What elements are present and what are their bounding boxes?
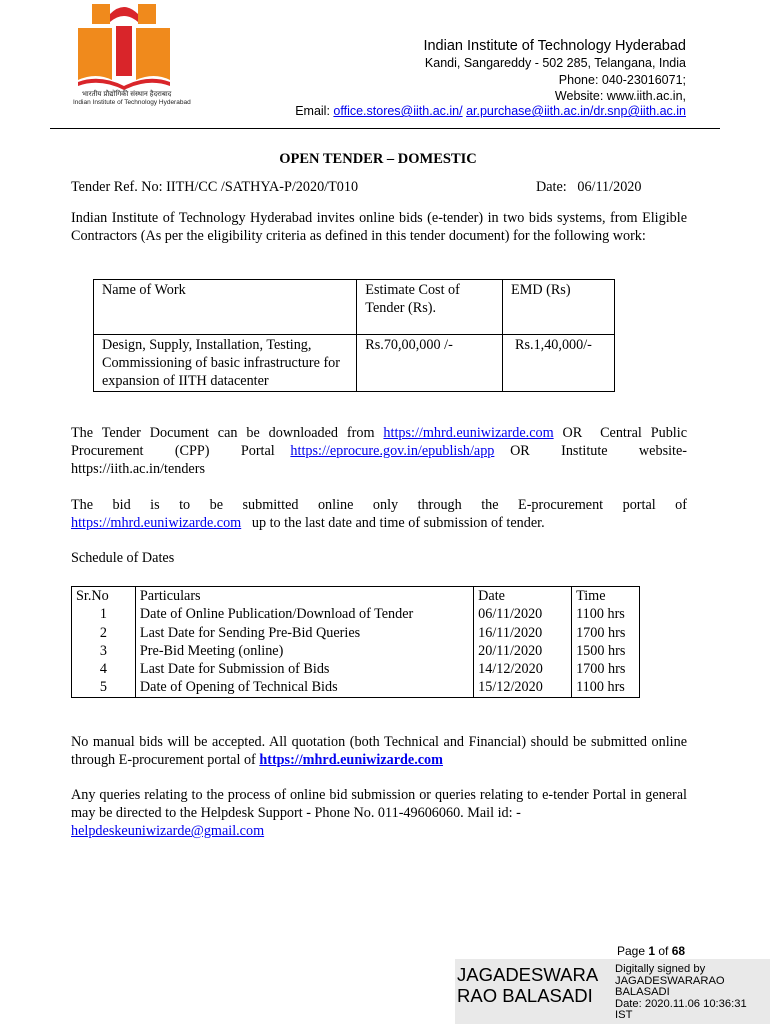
schedule-particular: Date of Opening of Technical Bids: [135, 678, 473, 697]
page-total: 68: [671, 944, 686, 958]
download-text-4: https://iith.ac.in/tenders: [71, 461, 205, 477]
download-line-1: [71, 424, 691, 460]
email-link-purchase[interactable]: ar.purchase@iith.ac.in/dr.snp@iith.ac.in: [466, 104, 686, 118]
iith-logo: [70, 0, 191, 110]
signature-name-line-1: JAGADESWARA: [457, 964, 599, 985]
signature-signer-1: JAGADESWARARAO: [615, 974, 725, 987]
schedule-srno: 4: [72, 660, 136, 678]
table-row: [72, 660, 640, 678]
table-row: [72, 624, 640, 642]
schedule-header-date: Date: [474, 587, 572, 606]
digital-signature: [455, 959, 770, 1024]
work-table: [93, 279, 615, 392]
schedule-date: 20/11/2020: [474, 642, 572, 660]
work-header-name: Name of Work: [94, 280, 357, 335]
signature-tz: IST: [615, 1009, 633, 1021]
page-of: of: [655, 944, 672, 958]
schedule-particular: Last Date for Sending Pre-Bid Queries: [135, 624, 473, 642]
work-emd-cell: Rs.1,40,000/-: [503, 335, 615, 392]
schedule-srno: 5: [72, 678, 136, 697]
header-divider: [50, 128, 720, 129]
logo-hindi-text: भारतीय प्रौद्योगिकी संस्थान हैदराबाद: [82, 91, 172, 98]
signature-details: [615, 964, 747, 1022]
schedule-time: 1100 hrs: [572, 605, 640, 623]
page-current: 1: [648, 944, 656, 958]
schedule-particular: Pre-Bid Meeting (online): [135, 642, 473, 660]
schedule-particular: Last Date for Submission of Bids: [135, 660, 473, 678]
manual-bids-text: No manual bids will be accepted. All quotation (both Technical and Financial) should be submitted online through E-procurement portal of: [71, 734, 687, 768]
signature-date: Date: 2020.11.06 10:36:31: [615, 997, 747, 1010]
schedule-header-srno: Sr.No: [72, 587, 136, 606]
work-header-emd: EMD (Rs): [503, 280, 615, 335]
schedule-srno: 2: [72, 624, 136, 642]
schedule-date: 06/11/2020: [474, 605, 572, 623]
schedule-header-row: [72, 587, 640, 606]
manual-bids-link[interactable]: https://mhrd.euniwizarde.com: [259, 752, 443, 768]
work-header-cost: Estimate Cost of Tender (Rs).: [357, 280, 503, 335]
table-row: [72, 678, 640, 697]
iith-logo-icon: [70, 0, 180, 90]
helpdesk-email-link[interactable]: helpdeskeuniwizarde@gmail.com: [71, 823, 265, 839]
schedule-time: 1100 hrs: [572, 678, 640, 697]
schedule-heading: Schedule of Dates: [71, 550, 175, 566]
schedule-time: 1700 hrs: [572, 624, 640, 642]
tender-ref: Tender Ref. No: IITH/CC /SATHYA-P/2020/T010: [71, 179, 359, 195]
schedule-header-particulars: Particulars: [135, 587, 473, 606]
signature-name-line-2: RAO BALASADI: [457, 985, 593, 1006]
download-text-3: OR Institute website-: [510, 443, 687, 459]
work-name-cell: Design, Supply, Installation, Testing, Commissioning of basic infrastructure for expansion of IITH datacenter: [94, 335, 357, 392]
institute-website: Website: www.iith.ac.in,: [554, 89, 686, 103]
email-link-stores[interactable]: office.stores@iith.ac.in/: [333, 104, 463, 118]
schedule-table: [71, 586, 640, 698]
institute-email: [295, 104, 686, 118]
submission-text-1: The bid is to be submitted online only through the E-procurement portal of: [71, 497, 687, 513]
intro-paragraph: Indian Institute of Technology Hyderabad invites online bids (e-tender) in two bids systems, from Eligible Contractors (As per the eligibility criteria as defined in this tender document) for the following work:: [71, 210, 687, 244]
schedule-time: 1500 hrs: [572, 642, 640, 660]
schedule-header-time: Time: [572, 587, 640, 606]
download-text-1: The Tender Document can be downloaded from: [71, 425, 375, 441]
table-row: [72, 605, 640, 623]
schedule-date: 16/11/2020: [474, 624, 572, 642]
submission-link[interactable]: https://mhrd.euniwizarde.com: [71, 515, 242, 531]
queries-text: Any queries relating to the process of online bid submission or queries relating to e-tender Portal in general may be directed to the Helpdesk Support - Phone No. 011-49606060. Mail id: -: [71, 787, 687, 821]
work-cost-cell: Rs.70,00,000 /-: [357, 335, 503, 392]
schedule-date: 15/12/2020: [474, 678, 572, 697]
schedule-time: 1700 hrs: [572, 660, 640, 678]
page-prefix: Page: [617, 944, 649, 958]
signature-name: [457, 964, 598, 1006]
document-title: OPEN TENDER – DOMESTIC: [279, 151, 477, 167]
submission-text-2: up to the last date and time of submission of tender.: [251, 515, 545, 531]
schedule-particular: Date of Online Publication/Download of Tender: [135, 605, 473, 623]
email-label: Email:: [295, 104, 334, 118]
table-row: [72, 642, 640, 660]
download-link-eprocure[interactable]: https://eprocure.gov.in/epublish/app: [290, 443, 495, 459]
schedule-srno: 1: [72, 605, 136, 623]
schedule-srno: 3: [72, 642, 136, 660]
submission-paragraph: [71, 496, 687, 532]
manual-bids-paragraph: [71, 733, 687, 769]
institute-name: Indian Institute of Technology Hyderabad: [423, 38, 686, 54]
queries-paragraph: [71, 786, 687, 840]
signature-signer-2: BALASADI: [615, 986, 670, 998]
institute-address: Kandi, Sangareddy - 502 285, Telangana, India: [424, 56, 686, 70]
schedule-date: 14/12/2020: [474, 660, 572, 678]
tender-date: Date: 06/11/2020: [536, 179, 642, 195]
work-table-row: [94, 335, 615, 392]
download-text-2: OR Central Public Procurement (CPP) Portal: [71, 425, 691, 459]
work-table-header-row: [94, 280, 615, 335]
download-paragraph: [71, 424, 691, 478]
submission-line-2: [71, 514, 687, 532]
download-link-euniwizarde[interactable]: https://mhrd.euniwizarde.com: [383, 425, 554, 441]
signature-signed-by: Digitally signed by: [615, 963, 706, 975]
institute-phone: Phone: 040-23016071;: [558, 73, 686, 87]
page-number: [617, 944, 685, 958]
logo-english-text: Indian Institute of Technology Hyderabad: [73, 99, 191, 106]
